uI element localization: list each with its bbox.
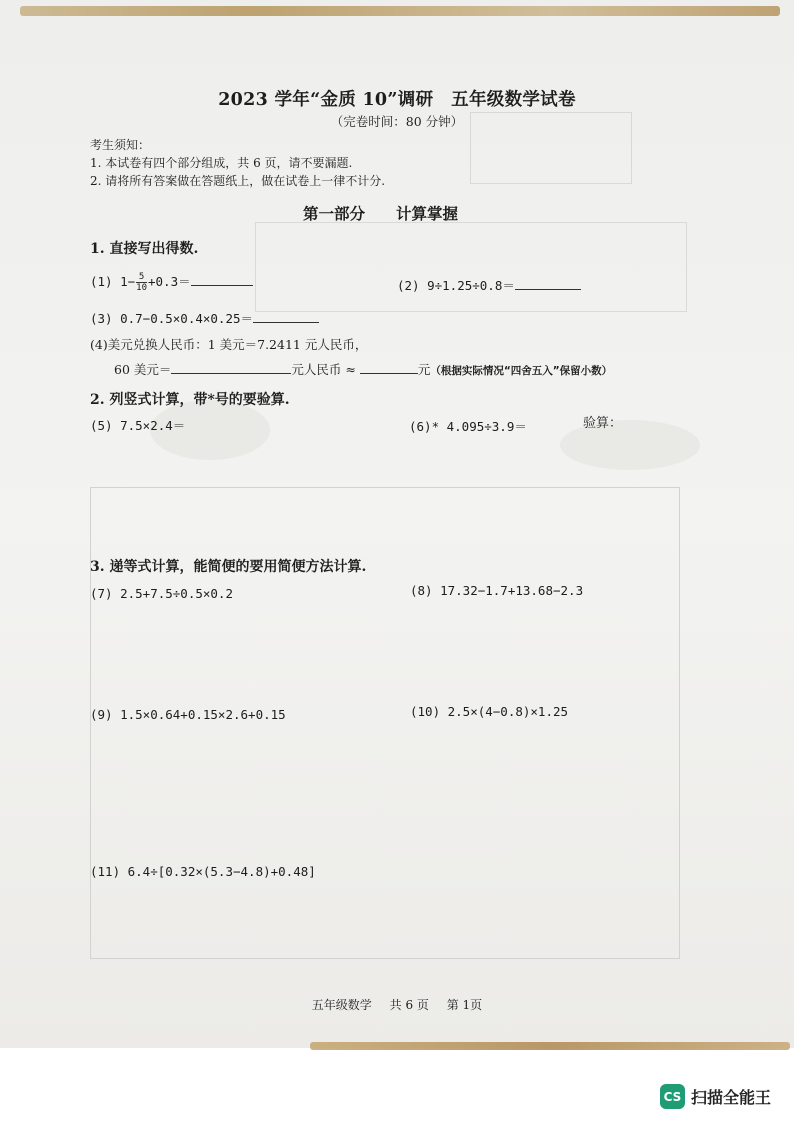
- problem-1-prefix: (1) 1−: [90, 274, 136, 289]
- question-3-heading: 3. 递等式计算，能简便的要用简便方法计算.: [90, 559, 367, 575]
- exam-duration: （完卷时间：80 分钟）: [330, 114, 464, 129]
- exam-title: 2023 学年“金质 10”调研 五年级数学试卷: [218, 90, 576, 110]
- fraction-denominator: 10: [136, 283, 147, 293]
- notice-line-1: 1. 本试卷有四个部分组成，共 6 页，请不要漏题.: [90, 156, 353, 170]
- answer-blank-2[interactable]: [515, 277, 581, 290]
- problem-2: [397, 276, 581, 294]
- problem-1: [90, 272, 253, 293]
- notice-heading: 考生须知：: [90, 138, 151, 152]
- paper-scuff: [560, 420, 700, 470]
- problem-1-suffix: +0.3＝: [148, 274, 191, 289]
- problem-9: (9) 1.5×0.64+0.15×2.6+0.15: [90, 707, 286, 722]
- notice-line-2: 2. 请将所有答案做在答题纸上，做在试卷上一律不计分.: [90, 174, 386, 188]
- answer-blank-3[interactable]: [253, 310, 319, 323]
- rounding-note: （根据实际情况“四舍五入”保留小数）: [430, 365, 613, 377]
- answer-blank-4b[interactable]: [360, 361, 418, 374]
- question-1-heading: 1. 直接写出得数.: [90, 241, 199, 257]
- problem-4-unit: 元: [417, 362, 431, 377]
- answer-blank-4a[interactable]: [171, 361, 291, 374]
- show-through-table: [255, 222, 687, 312]
- problem-6: (6)* 4.095÷3.9＝: [409, 419, 527, 434]
- problem-8: (8) 17.32−1.7+13.68−2.3: [410, 583, 584, 598]
- page-footer: [0, 996, 794, 1013]
- problem-7: (7) 2.5+7.5÷0.5×0.2: [90, 586, 233, 601]
- problem-5: (5) 7.5×2.4＝: [90, 418, 186, 433]
- paper-bottom-edge: [310, 1042, 790, 1050]
- footer-subject: 五年级数学: [311, 998, 372, 1012]
- part-one-title: 第一部分 计算掌握: [303, 204, 459, 223]
- footer-page-number: 第 1页: [446, 998, 483, 1012]
- verification-label: 验算：: [583, 416, 623, 431]
- answer-blank-1[interactable]: [191, 273, 253, 286]
- problem-2-text: (2) 9÷1.25÷0.8＝: [397, 278, 515, 293]
- problem-4-line-1: (4)美元兑换人民币：1 美元＝7.2411 元人民币，: [90, 337, 368, 352]
- question-2-heading: 2. 列竖式计算，带*号的要验算.: [90, 392, 290, 408]
- problem-4-rmb: 元人民币 ≈: [291, 362, 356, 377]
- footer-total-pages: 共 6 页: [389, 998, 429, 1012]
- paper-top-edge: [20, 6, 780, 16]
- camscanner-logo-icon: CS: [660, 1084, 685, 1109]
- problem-3: [90, 309, 319, 327]
- camscanner-name: 扫描全能王: [691, 1088, 772, 1107]
- fraction-numerator: 5: [136, 272, 147, 283]
- problem-3-text: (3) 0.7−0.5×0.4×0.25＝: [90, 311, 254, 326]
- problem-4-line-2: [114, 361, 612, 380]
- scanner-watermark: [660, 1084, 771, 1109]
- problem-10: (10) 2.5×(4−0.8)×1.25: [410, 704, 569, 719]
- problem-11: (11) 6.4÷[0.32×(5.3−4.8)+0.48]: [90, 864, 316, 879]
- problem-4-usd: 60 美元＝: [114, 362, 172, 377]
- fraction-five-tenths: [136, 272, 147, 293]
